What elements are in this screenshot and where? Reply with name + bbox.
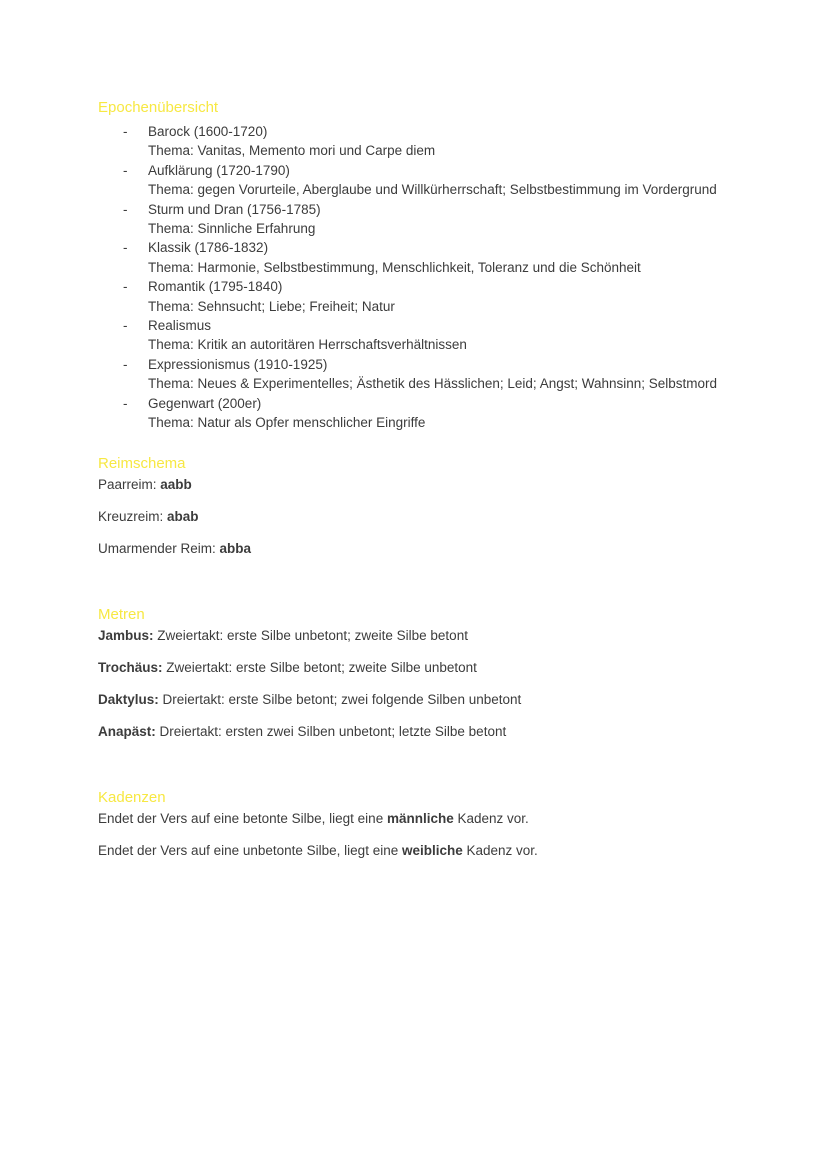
reim-entry [98, 509, 743, 525]
kadenz-sentence [98, 811, 743, 827]
dash-bullet: - [123, 240, 128, 256]
metrum-entry [98, 660, 743, 676]
epoch-thema: Thema: Natur als Opfer menschlicher Eingriffe [148, 415, 426, 431]
list-item [98, 122, 743, 161]
kadenz-pre: Endet der Vers auf eine unbetonte Silbe, liegt eine [98, 842, 402, 858]
epoch-name: Gegenwart (200er) [148, 395, 262, 411]
epoch-name: Klassik (1786-1832) [148, 240, 269, 256]
reim-scheme: aabb [160, 476, 192, 492]
epoch-name: Expressionismus (1910-1925) [148, 356, 328, 372]
kadenz-type: männliche [386, 810, 454, 826]
dash-bullet: - [123, 124, 128, 139]
section-reimschema [98, 455, 743, 557]
section-epochenuebersicht [98, 99, 743, 433]
dash-bullet: - [123, 201, 128, 217]
kadenz-sentence [98, 843, 743, 859]
epoch-thema: Thema: Harmonie, Selbstbestimmung, Menschlichkeit, Toleranz und die Schönheit [148, 259, 641, 275]
metrum-name: Anapäst: [98, 723, 156, 739]
epoch-thema: Thema: gegen Vorurteile, Aberglaube und Willkürherrschaft; Selbstbestimmung im Vordergrund [148, 182, 717, 198]
list-item [98, 277, 743, 316]
list-item [98, 161, 743, 200]
section-title-kadenzen: Kadenzen [98, 788, 166, 806]
metrum-name: Daktylus: [98, 691, 159, 707]
section-metren [98, 606, 743, 740]
metrum-name: Jambus: [98, 627, 154, 643]
reim-entry [98, 541, 743, 557]
reim-scheme: abab [167, 508, 199, 524]
section-title-epochenuebersicht: Epochenübersicht [98, 99, 219, 116]
metrum-description: Zweiertakt: erste Silbe betont; zweite Silbe unbetont [162, 659, 477, 675]
metrum-name: Trochäus: [98, 659, 163, 675]
document-content [98, 99, 743, 859]
epoch-name: Romantik (1795-1840) [148, 279, 283, 295]
kadenz-pre: Endet der Vers auf eine betonte Silbe, liegt eine [98, 810, 387, 826]
reim-scheme: abba [219, 540, 252, 556]
reim-entry [98, 477, 743, 493]
epoch-thema: Thema: Sinnliche Erfahrung [148, 221, 316, 237]
list-item [98, 355, 743, 394]
dash-bullet: - [123, 162, 128, 178]
list-item [98, 394, 743, 433]
dash-bullet: - [123, 356, 128, 372]
dash-bullet: - [123, 395, 128, 411]
epoch-thema: Thema: Vanitas, Memento mori und Carpe diem [148, 143, 436, 159]
epoch-name: Aufklärung (1720-1790) [148, 162, 290, 178]
metrum-entry [98, 724, 743, 740]
dash-bullet: - [123, 318, 128, 334]
section-kadenzen [98, 789, 743, 859]
epoch-thema: Thema: Sehnsucht; Liebe; Freiheit; Natur [148, 298, 395, 314]
list-item [98, 238, 743, 277]
kadenz-type: weibliche [401, 842, 463, 858]
metrum-entry [98, 692, 743, 708]
epoch-name: Realismus [148, 318, 212, 334]
metrum-description: Dreiertakt: ersten zwei Silben unbetont; letzte Silbe betont [155, 723, 507, 739]
epoch-name: Barock (1600-1720) [148, 124, 268, 139]
epoch-name: Sturm und Dran (1756-1785) [148, 201, 321, 217]
epoch-thema: Thema: Neues & Experimentelles; Ästhetik des Hässlichen; Leid; Angst; Wahnsinn; Selbstmord [148, 376, 718, 392]
list-item [98, 200, 743, 239]
reim-label: Umarmender Reim: [98, 540, 220, 556]
metrum-description: Zweiertakt: erste Silbe unbetont; zweite Silbe betont [153, 627, 468, 643]
section-title-metren: Metren [98, 605, 145, 623]
metrum-description: Dreiertakt: erste Silbe betont; zwei folgende Silben unbetont [158, 691, 522, 707]
reim-label: Kreuzreim: [98, 508, 168, 524]
reim-label: Paarreim: [98, 476, 161, 492]
list-item [98, 316, 743, 355]
section-title-reimschema: Reimschema [98, 454, 186, 472]
kadenz-post: Kadenz vor. [453, 810, 529, 826]
epoch-list [98, 122, 743, 433]
metrum-entry [98, 628, 743, 644]
dash-bullet: - [123, 279, 128, 295]
epoch-thema: Thema: Kritik an autoritären Herrschaftsverhältnissen [148, 337, 467, 353]
kadenz-post: Kadenz vor. [462, 842, 538, 858]
